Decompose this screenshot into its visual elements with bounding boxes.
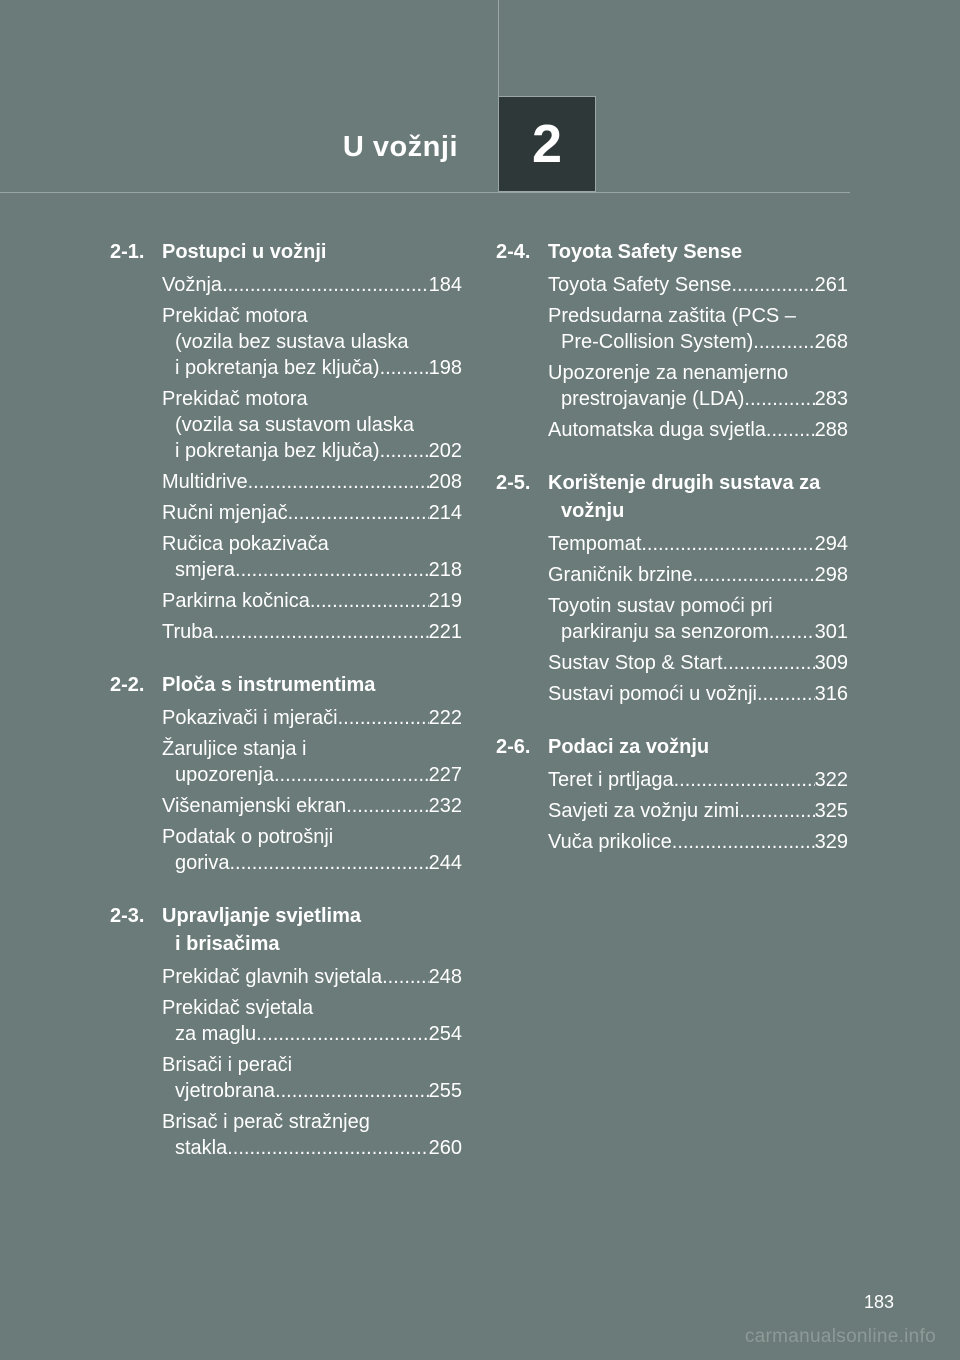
toc-section xyxy=(110,902,462,1161)
toc-entry-line xyxy=(162,736,462,762)
section-title xyxy=(162,902,462,958)
entry-text: Vuča prikolice xyxy=(548,831,672,853)
page-number: 183 xyxy=(863,1292,894,1312)
dot-leader xyxy=(288,500,429,526)
dot-leader xyxy=(275,1078,429,1104)
toc-entry-link[interactable] xyxy=(548,531,848,557)
section-title-line: Upravljanje svjetlima xyxy=(162,905,361,927)
toc-entry-line xyxy=(548,562,848,588)
toc-entry-link[interactable] xyxy=(162,588,462,614)
entry-text: Brisači i perači xyxy=(162,1054,293,1076)
toc-entry-line xyxy=(548,829,848,855)
section-title-line: Korištenje drugih sustava za xyxy=(548,472,821,494)
entry-text: upozorenja xyxy=(175,764,274,786)
toc-entry-line xyxy=(162,355,462,381)
section-number: 2-5. xyxy=(496,472,531,494)
entry-page-number: 260 xyxy=(428,1137,462,1159)
toc-entry-line xyxy=(548,798,848,824)
dot-leader xyxy=(222,272,429,298)
entry-text: Parkirna kočnica xyxy=(162,590,310,612)
section-title-line: Postupci u vožnji xyxy=(162,241,327,263)
watermark: carmanualsonline.info xyxy=(744,1326,936,1347)
entry-page-number: 221 xyxy=(428,621,462,643)
entry-text: Automatska duga svjetla xyxy=(548,419,766,441)
dot-leader xyxy=(227,1135,428,1161)
entry-page-number: 202 xyxy=(428,440,462,462)
entry-text: parkiranju sa senzorom xyxy=(561,621,769,643)
entry-text: goriva xyxy=(175,852,230,874)
section-title-line: vožnju xyxy=(561,500,625,522)
toc-section xyxy=(110,238,462,645)
toc-entry-line xyxy=(162,1078,462,1104)
entry-page-number: 255 xyxy=(428,1080,462,1102)
dot-leader xyxy=(235,557,429,583)
toc-entry-link[interactable] xyxy=(548,417,848,443)
dot-leader xyxy=(338,705,429,731)
entry-text: za maglu xyxy=(175,1023,257,1045)
toc-entry-link[interactable] xyxy=(548,303,848,355)
toc-entry-line xyxy=(162,705,462,731)
dot-leader xyxy=(769,619,815,645)
toc-entry-link[interactable] xyxy=(162,386,462,464)
toc-entry-link[interactable] xyxy=(162,824,462,876)
toc-entry-link[interactable] xyxy=(548,681,848,707)
toc-entry-link[interactable] xyxy=(162,1052,462,1104)
toc-entry-line xyxy=(162,964,462,990)
toc-entry-link[interactable] xyxy=(548,360,848,412)
dot-leader xyxy=(693,562,815,588)
entry-page-number: 294 xyxy=(814,533,848,555)
entry-text: i pokretanja bez ključa) xyxy=(175,357,380,379)
toc-entry-line xyxy=(162,995,462,1021)
entry-text: Teret i prtljaga xyxy=(548,769,674,791)
toc-entry-line xyxy=(548,417,848,443)
entry-text: (vozila bez sustava ulaska xyxy=(175,331,409,353)
toc-entry-link[interactable] xyxy=(162,500,462,526)
toc-section xyxy=(110,671,462,876)
toc-entry-link[interactable] xyxy=(162,531,462,583)
header-divider-vertical xyxy=(498,0,499,96)
chapter-title: U vožnji xyxy=(342,131,458,163)
section-heading xyxy=(110,238,462,266)
toc-entry-line xyxy=(548,386,848,412)
entry-page-number: 184 xyxy=(428,274,462,296)
entry-text: Savjeti za vožnju zimi xyxy=(548,800,740,822)
toc-entry-line xyxy=(548,767,848,793)
toc-entry-link[interactable] xyxy=(548,562,848,588)
dot-leader xyxy=(753,329,814,355)
entry-page-number: 198 xyxy=(428,357,462,379)
entry-page-number: 227 xyxy=(428,764,462,786)
toc-entry-link[interactable] xyxy=(162,964,462,990)
dot-leader xyxy=(346,793,428,819)
dot-leader xyxy=(674,767,815,793)
toc-entry-line xyxy=(162,303,462,329)
header-divider-horizontal xyxy=(0,192,850,193)
toc-entry-line xyxy=(162,1021,462,1047)
toc-entry-link[interactable] xyxy=(162,272,462,298)
entry-text: stakla xyxy=(175,1137,228,1159)
entry-page-number: 298 xyxy=(814,564,848,586)
toc-entry-line xyxy=(548,329,848,355)
chapter-number: 2 xyxy=(531,114,563,174)
dot-leader xyxy=(744,386,814,412)
toc-entry-line xyxy=(162,531,462,557)
entry-page-number: 248 xyxy=(428,966,462,988)
entry-page-number: 222 xyxy=(428,707,462,729)
entry-text: vjetrobrana xyxy=(175,1080,276,1102)
dot-leader xyxy=(310,588,429,614)
toc-entry-link[interactable] xyxy=(162,303,462,381)
section-title xyxy=(162,238,462,266)
section-title-line: i brisačima xyxy=(175,933,280,955)
entry-text: Truba xyxy=(162,621,214,643)
toc-entry-link[interactable] xyxy=(548,767,848,793)
toc-entry-link[interactable] xyxy=(548,798,848,824)
entry-text: Žaruljice stanja i xyxy=(162,738,307,760)
toc-column-left xyxy=(110,238,462,1187)
entry-text: Toyotin sustav pomoći pri xyxy=(548,595,773,617)
toc-entry-link[interactable] xyxy=(548,829,848,855)
toc-entry-line xyxy=(162,438,462,464)
toc-entry-line xyxy=(162,386,462,412)
dot-leader xyxy=(672,829,815,855)
section-heading xyxy=(110,671,462,699)
entry-page-number: 309 xyxy=(814,652,848,674)
entry-page-number: 325 xyxy=(814,800,848,822)
dot-leader xyxy=(766,417,815,443)
dot-leader xyxy=(731,272,814,298)
dot-leader xyxy=(214,619,429,645)
entry-text: Graničnik brzine xyxy=(548,564,693,586)
toc-entry-line xyxy=(162,272,462,298)
entry-page-number: 261 xyxy=(814,274,848,296)
toc-section xyxy=(496,469,848,707)
section-title xyxy=(548,238,848,266)
toc-entry-link[interactable] xyxy=(162,1109,462,1161)
entry-page-number: 232 xyxy=(428,795,462,817)
entry-page-number: 288 xyxy=(814,419,848,441)
toc-entry-line xyxy=(548,303,848,329)
section-title-line: Toyota Safety Sense xyxy=(548,241,743,263)
toc-entry-line xyxy=(162,793,462,819)
toc-entry-link[interactable] xyxy=(162,736,462,788)
section-number: 2-1. xyxy=(110,241,145,263)
entry-text: Upozorenje za nenamjerno xyxy=(548,362,789,384)
dot-leader xyxy=(229,850,428,876)
toc-entry-line xyxy=(162,557,462,583)
entry-text: Brisač i perač stražnjeg xyxy=(162,1111,370,1133)
entry-page-number: 329 xyxy=(814,831,848,853)
toc-entry-link[interactable] xyxy=(162,705,462,731)
toc-entry-line xyxy=(162,469,462,495)
section-heading xyxy=(496,238,848,266)
entry-text: Podatak o potrošnji xyxy=(162,826,334,848)
entry-text: Toyota Safety Sense xyxy=(548,274,732,296)
dot-leader xyxy=(256,1021,428,1047)
entry-page-number: 254 xyxy=(428,1023,462,1045)
toc-entry-line xyxy=(548,531,848,557)
toc-section xyxy=(496,733,848,855)
entry-text: Multidrive xyxy=(162,471,248,493)
entry-page-number: 219 xyxy=(428,590,462,612)
entry-text: Vožnja xyxy=(162,274,223,296)
toc-entry-line xyxy=(162,762,462,788)
toc-entry-line xyxy=(162,500,462,526)
entry-page-number: 218 xyxy=(428,559,462,581)
entry-page-number: 283 xyxy=(814,388,848,410)
dot-leader xyxy=(380,355,429,381)
entry-text: prestrojavanje (LDA) xyxy=(561,388,745,410)
section-number: 2-4. xyxy=(496,241,531,263)
chapter-number-box xyxy=(498,96,596,192)
toc-entry-link[interactable] xyxy=(548,650,848,676)
toc-entry-line xyxy=(548,593,848,619)
entry-text: Sustavi pomoći u vožnji xyxy=(548,683,757,705)
toc-column-right xyxy=(496,238,848,881)
toc-entry-line xyxy=(162,588,462,614)
toc-entry-line xyxy=(162,850,462,876)
toc-entry-line xyxy=(162,1109,462,1135)
toc-entry-link[interactable] xyxy=(162,619,462,645)
entry-text: Pokazivači i mjerači xyxy=(162,707,338,729)
entry-text: Višenamjenski ekran xyxy=(162,795,347,817)
toc-section xyxy=(496,238,848,443)
dot-leader xyxy=(757,681,815,707)
entry-text: smjera xyxy=(175,559,236,581)
entry-text: i pokretanja bez ključa) xyxy=(175,440,380,462)
section-number: 2-3. xyxy=(110,905,145,927)
toc-entry-link[interactable] xyxy=(548,272,848,298)
dot-leader xyxy=(739,798,814,824)
section-title-line: Ploča s instrumentima xyxy=(162,674,376,696)
toc-entry-line xyxy=(548,650,848,676)
toc-entry-line xyxy=(162,412,462,438)
section-title xyxy=(548,469,848,525)
dot-leader xyxy=(248,469,429,495)
toc-entry-line xyxy=(548,619,848,645)
toc-entry-link[interactable] xyxy=(548,593,848,645)
entry-page-number: 316 xyxy=(814,683,848,705)
toc-entry-link[interactable] xyxy=(162,793,462,819)
toc-entry-line xyxy=(548,272,848,298)
toc-entry-line xyxy=(548,681,848,707)
entry-text: Prekidač glavnih svjetala xyxy=(162,966,383,988)
section-heading xyxy=(496,469,848,525)
entry-text: Sustav Stop & Start xyxy=(548,652,723,674)
toc-entry-link[interactable] xyxy=(162,995,462,1047)
toc-entry-line xyxy=(548,360,848,386)
section-heading xyxy=(496,733,848,761)
entry-page-number: 244 xyxy=(428,852,462,874)
entry-text: Predsudarna zaštita (PCS – xyxy=(548,305,796,327)
dot-leader xyxy=(380,438,429,464)
entry-text: Prekidač motora xyxy=(162,305,308,327)
entry-page-number: 301 xyxy=(814,621,848,643)
entry-page-number: 322 xyxy=(814,769,848,791)
dot-leader xyxy=(641,531,814,557)
dot-leader xyxy=(274,762,429,788)
toc-entry-line xyxy=(162,329,462,355)
dot-leader xyxy=(723,650,815,676)
entry-text: Prekidač svjetala xyxy=(162,997,314,1019)
section-heading xyxy=(110,902,462,958)
entry-page-number: 268 xyxy=(814,331,848,353)
dot-leader xyxy=(382,964,429,990)
toc-entry-link[interactable] xyxy=(162,469,462,495)
section-title-line: Podaci za vožnju xyxy=(548,736,710,758)
entry-text: Ručni mjenjač xyxy=(162,502,288,524)
toc-entry-line xyxy=(162,824,462,850)
toc-entry-line xyxy=(162,619,462,645)
entry-text: Tempomat xyxy=(548,533,642,555)
section-title xyxy=(162,671,462,699)
section-number: 2-2. xyxy=(110,674,145,696)
section-title xyxy=(548,733,848,761)
entry-page-number: 208 xyxy=(428,471,462,493)
entry-text: (vozila sa sustavom ulaska xyxy=(175,414,414,436)
entry-page-number: 214 xyxy=(428,502,462,524)
entry-text: Pre-Collision System) xyxy=(561,331,754,353)
section-number: 2-6. xyxy=(496,736,531,758)
entry-text: Prekidač motora xyxy=(162,388,308,410)
entry-text: Ručica pokazivača xyxy=(162,533,329,555)
toc-entry-line xyxy=(162,1052,462,1078)
toc-entry-line xyxy=(162,1135,462,1161)
